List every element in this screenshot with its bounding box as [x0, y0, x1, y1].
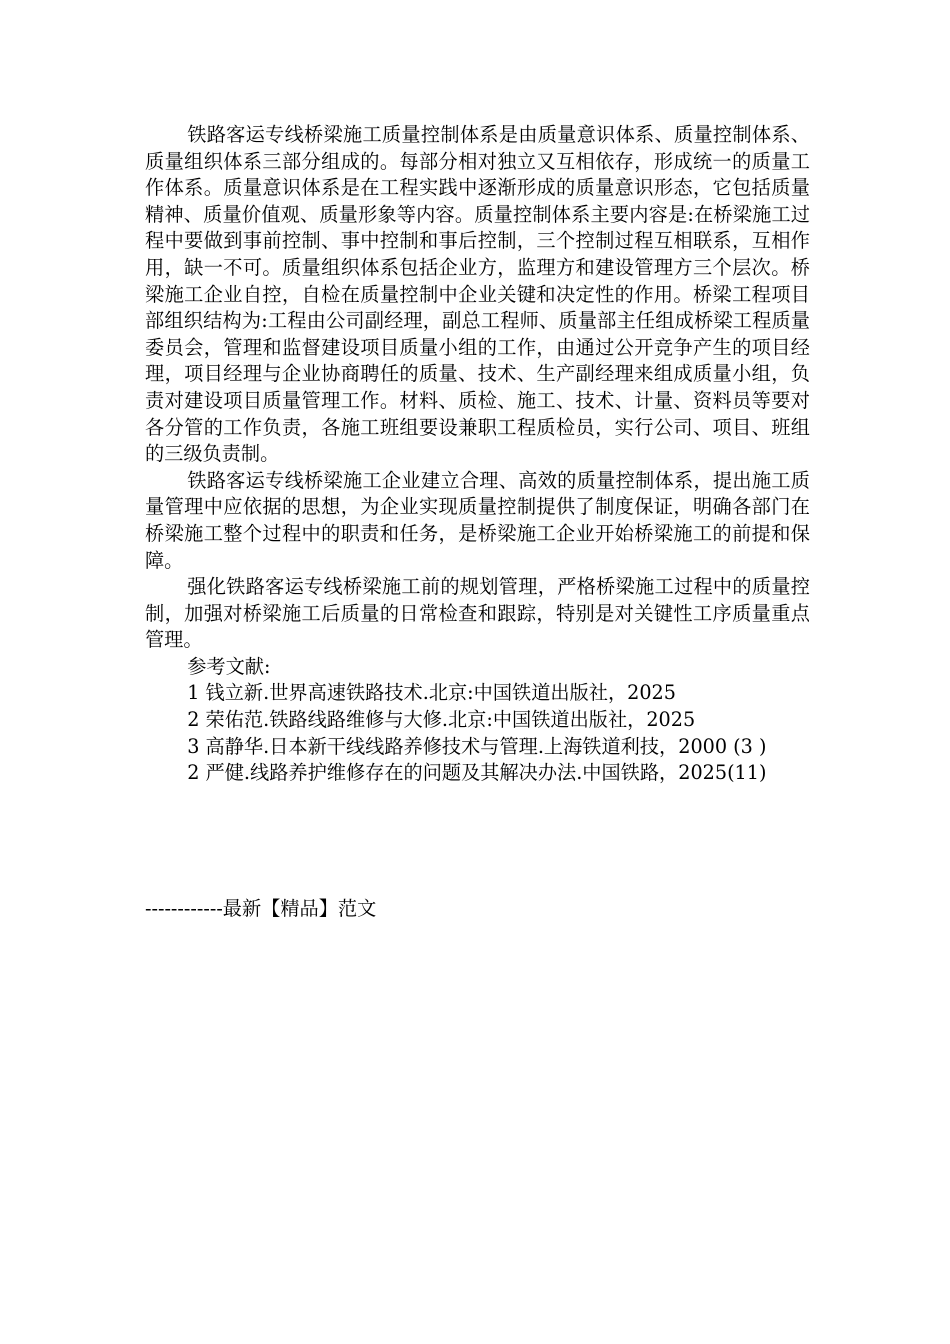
references-section [145, 654, 810, 787]
reference-item-2: 2 荣佑范.铁路线路维修与大修.北京:中国铁道出版社，2025 [187, 708, 696, 732]
paragraph-3: 强化铁路客运专线桥梁施工前的规划管理，严格桥梁施工过程中的质量控制，加强对桥梁施工后质量的日常检查和跟踪，特别是对关键性工序质量重点管理。 [145, 575, 810, 652]
reference-item-3: 3 高静华.日本新干线线路养修技术与管理.上海铁道利技，2000 (3 ) [187, 734, 767, 758]
paragraph-1: 铁路客运专线桥梁施工质量控制体系是由质量意识体系、质量控制体系、质量组织体系三部分组成的。每部分相对独立又互相依存，形成统一的质量工作体系。质量意识体系是在工程实践中逐渐形成的质量意识形态，它包括质量精神、质量价值观、质量形象等内容。质量控制体系主要内容是:在桥梁施工过程中要做到事前控制、事中控制和事后控制，三个控制过程互相联系，互相作用，缺一不可。质量组织体系包括企业方，监理方和建设管理方三个层次。桥梁施工企业自控，自检在质量控制中企业关键和决定性的作用。桥梁工程项目部组织结构为:工程由公司副经理，副总工程师、质量部主任组成桥梁工程质量委员会，管理和监督建设项目质量小组的工作，由通过公开竞争产生的项目经理，项目经理与企业协商聘任的质量、技术、生产副经理来组成质量小组，负责对建设项目质量管理工作。材料、质检、施工、技术、计量、资料员等要对各分管的工作负责，各施工班组要设兼职工程质检员，实行公司、项目、班组的三级负责制。 [145, 123, 810, 466]
references-heading: 参考文献: [187, 654, 271, 678]
paragraph-2: 铁路客运专线桥梁施工企业建立合理、高效的质量控制体系，提出施工质量管理中应依据的思想，为企业实现质量控制提供了制度保证，明确各部门在桥梁施工整个过程中的职责和任务，是桥梁施工企业开始桥梁施工的前提和保障。 [145, 468, 810, 572]
document-body [145, 122, 810, 787]
reference-item-4: 2 严健.线路养护维修存在的问题及其解决办法.中国铁路，2025(11) [187, 761, 767, 785]
footer-text: ------------最新【精品】范文 [145, 897, 377, 920]
reference-item-1: 1 钱立新.世界高速铁路技术.北京:中国铁道出版社，2025 [187, 681, 676, 705]
